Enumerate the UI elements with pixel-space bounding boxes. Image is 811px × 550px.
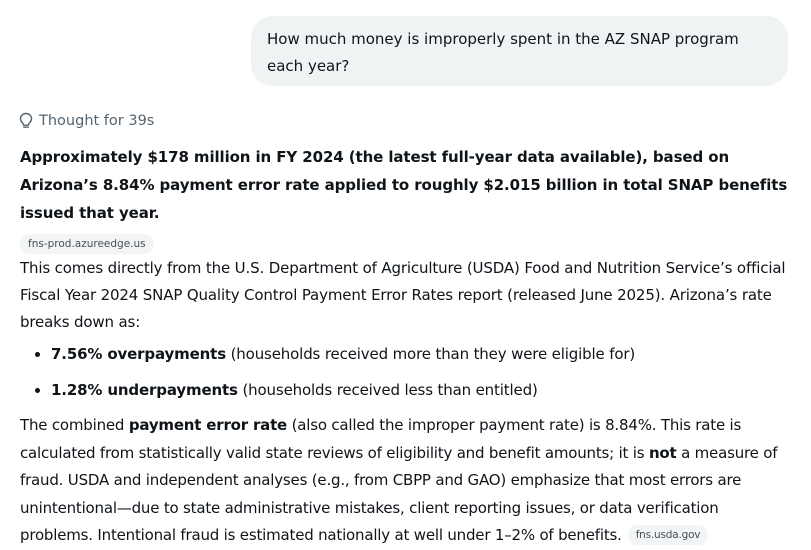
user-message-text: How much money is improperly spent in the AZ SNAP program each year? xyxy=(267,30,739,75)
list-item-underpayments xyxy=(20,376,795,404)
error-breakdown-list xyxy=(20,340,795,404)
list-item-overpayments xyxy=(20,340,795,368)
thought-toggle[interactable] xyxy=(18,110,154,132)
answer-headline: Approximately $178 million in FY 2024 (the latest full-year data available), based on Arizona’s 8.84% payment error rate applied to roughly $2.015 billion in total SNAP benefits issued that year. xyxy=(20,148,788,222)
paragraph-2-part-2: (also called the improper payment rate) is 8.84%. This rate is calculated from statistically valid state reviews of eligibility and benefit amounts; it is xyxy=(20,416,742,462)
answer-paragraph-2 xyxy=(20,412,795,550)
payment-error-rate-term: payment error rate xyxy=(128,416,288,434)
underpayments-label: 1.28% underpayments xyxy=(51,381,238,399)
bullet-dot xyxy=(35,352,40,357)
overpayments-desc: (households received more than they were eligible for) xyxy=(225,345,636,363)
underpayments-desc: (households received less than entitled) xyxy=(237,381,538,399)
assistant-answer xyxy=(20,143,795,550)
not-emphasis: not xyxy=(648,443,677,462)
answer-paragraph-1: This comes directly from the U.S. Department of Agriculture (USDA) Food and Nutrition Service’s official Fiscal Year 2024 SNAP Quality Control Payment Error Rates report (released June 2025). Arizona’s rate breaks down as: xyxy=(20,259,786,331)
paragraph-2-part-3: a measure of fraud. USDA and independent analyses (e.g., from CBPP and GAO) emphasize that most errors are unintentional—due to state administrative mistakes, client reporting issues, or data verification problems. Intentional fraud is estimated nationally at well under 1–2% of benefits. xyxy=(20,443,778,544)
lightbulb-icon xyxy=(18,112,34,130)
source-chip-fns-prod[interactable]: fns-prod.azureedge.us xyxy=(20,234,154,254)
user-message-bubble xyxy=(251,16,788,86)
source-chip-fns-usda[interactable]: fns.usda.gov xyxy=(628,525,709,545)
bullet-dot xyxy=(35,388,40,393)
thought-label: Thought for 39s xyxy=(39,113,155,129)
overpayments-label: 7.56% overpayments xyxy=(51,345,226,363)
paragraph-2-part-1: The combined xyxy=(20,416,129,434)
source-chip-row xyxy=(20,229,795,251)
